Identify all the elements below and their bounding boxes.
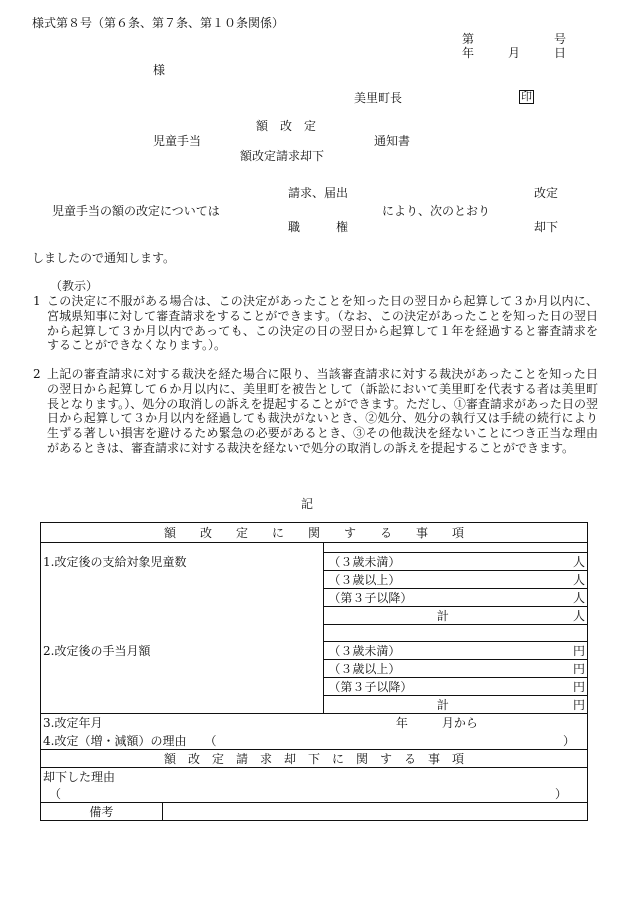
- children-row-label: （第３子以降）: [324, 589, 562, 607]
- revision-date-value: [324, 714, 588, 732]
- sender-name: 美里町長: [354, 91, 403, 105]
- children-row-label: （３歳未満）: [324, 553, 562, 571]
- result-rejection: 却下: [534, 220, 559, 234]
- monthly-amount-label: 2.改定後の手当月額: [41, 642, 324, 660]
- revision-reason-row: [41, 732, 588, 750]
- children-row-unit: 人: [561, 553, 587, 571]
- children-row-unit: 人: [561, 589, 587, 607]
- revision-reason-open-paren: （: [204, 733, 217, 748]
- section-rejection-header: 額 改 定 請 求 却 下 に 関 す る 事 項: [41, 750, 588, 768]
- date-year: 年: [462, 46, 475, 60]
- ki-mark: 記: [301, 497, 314, 511]
- amount-row-label: （３歳未満）: [324, 642, 562, 660]
- notice-item-text: この決定に不服がある場合は、この決定があったことを知った日の翌日から起算して３か月以内に、宮城県知事に対して審査請求をすることができます。（なお、この決定があったことを知った日の翌日から起算して３か月以内であっても、この決定の日の翌日から起算して１年を経過すると審査請求をすることができなくなります。）。: [47, 294, 598, 353]
- addressee-honorific: 様: [153, 63, 166, 77]
- notice-heading: （教示）: [50, 279, 99, 293]
- children-count-label: 1.改定後の支給対象児童数: [41, 553, 324, 571]
- date-day: 日: [554, 46, 567, 60]
- option-ex-officio: 職 権: [288, 220, 349, 234]
- date-month: 月: [508, 46, 521, 60]
- remarks-label: 備考: [41, 803, 163, 821]
- amount-row-unit: 円: [561, 678, 587, 696]
- revision-reason-label: 4.改定（増・減額）の理由: [43, 733, 187, 748]
- children-row-label: （３歳以上）: [324, 571, 562, 589]
- notice-item-2: [33, 367, 598, 456]
- number-prefix: 第: [462, 32, 475, 46]
- title-child-allowance: 児童手当: [153, 134, 202, 148]
- body-middle: により、次のとおり: [382, 204, 491, 218]
- number-suffix: 号: [554, 32, 567, 46]
- revision-month-unit: 月から: [441, 716, 478, 731]
- title-option-amount-revision: 額 改 定: [256, 119, 317, 133]
- amount-row-unit: 円: [561, 660, 587, 678]
- option-request: 請求、届出: [288, 186, 349, 200]
- notice-item-number: 1: [33, 294, 41, 308]
- children-total-label: 計: [324, 607, 562, 625]
- rejection-reason-label: 却下した理由: [41, 768, 588, 786]
- revision-year-unit: 年: [395, 716, 408, 731]
- rejection-reason-row: [41, 785, 588, 803]
- amount-row-unit: 円: [561, 642, 587, 660]
- children-row-unit: 人: [561, 571, 587, 589]
- revision-date-label: 3.改定年月: [41, 714, 324, 732]
- notice-item-text: 上記の審査請求に対する裁決を経た場合に限り、当該審査請求に対する裁決があったことを知った日の翌日から起算して６か月以内に、美里町を被告として（訴訟において美里町を代表する者は美里町長となります。）、処分の取消しの訴えを提起することができます。ただし、①審査請求があった日の翌日から起算して３か月以内を経過しても裁決がないとき、②処分、処分の執行又は手続の続行により生ずる著しい損害を避けるため緊急の必要があるとき、③その他裁決を経ないことにつき正当な理由があるときは、審査請求に対する裁決を経ないで処分の取消しの訴えを提起することができます。: [47, 367, 598, 455]
- amount-row-label: （第３子以降）: [324, 678, 562, 696]
- record-table: [40, 522, 588, 821]
- form-number: 様式第８号（第６条、第７条、第１０条関係）: [32, 16, 285, 30]
- notice-item-1: [33, 294, 598, 353]
- children-total-unit: 人: [561, 607, 587, 625]
- title-option-rejection: 額改定請求却下: [240, 149, 325, 163]
- rejection-reason-close-paren: ）: [554, 787, 567, 801]
- revision-reason-close-paren: ）: [562, 733, 575, 748]
- body-lead: 児童手当の額の改定については: [52, 204, 220, 218]
- amount-row-label: （３歳以上）: [324, 660, 562, 678]
- remarks-field[interactable]: [162, 803, 587, 821]
- amount-total-label: 計: [324, 696, 562, 714]
- seal-mark: 印: [521, 90, 532, 103]
- amount-total-unit: 円: [561, 696, 587, 714]
- body-closing: しましたので通知します。: [32, 251, 176, 265]
- result-revision: 改定: [534, 186, 559, 200]
- rejection-reason-open-paren: （: [49, 787, 62, 801]
- notice-item-number: 2: [33, 367, 41, 381]
- title-notice: 通知書: [374, 134, 411, 148]
- section-revision-header: 額 改 定 に 関 す る 事 項: [41, 523, 588, 543]
